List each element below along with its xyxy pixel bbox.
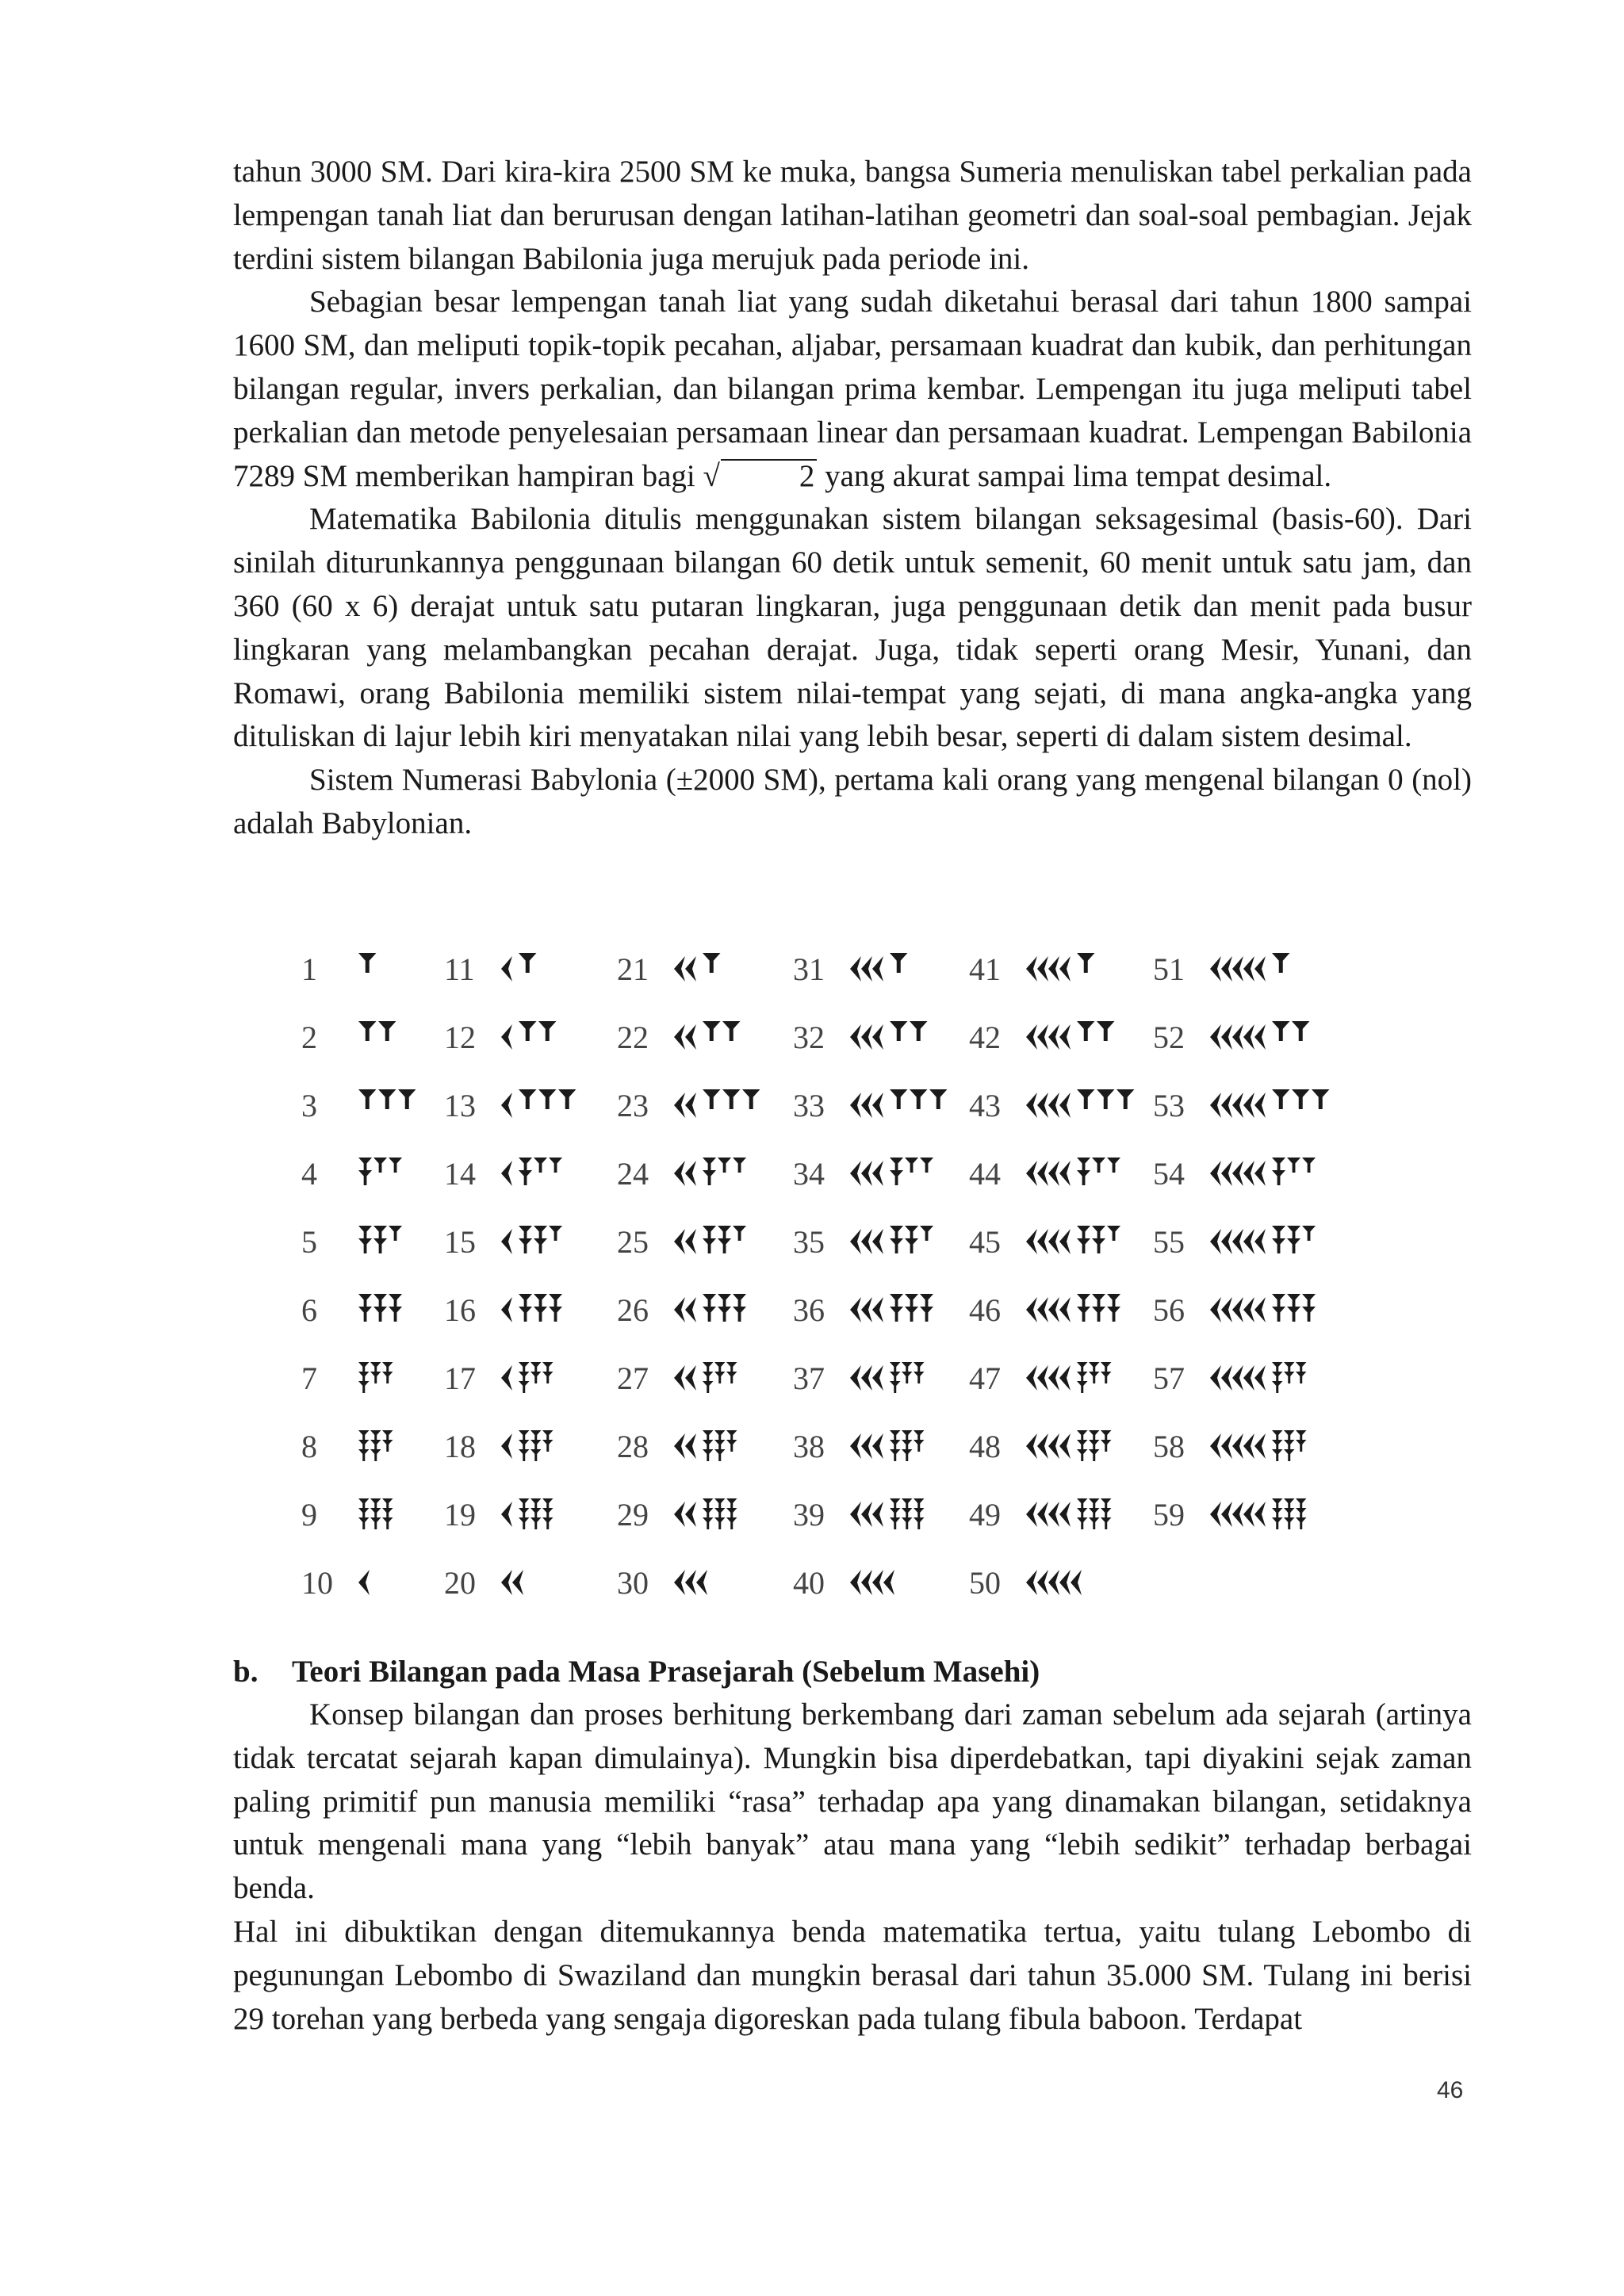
numeral-value: 39 bbox=[793, 1496, 825, 1533]
numeral-cell bbox=[444, 1354, 561, 1402]
cuneiform-glyph-icon bbox=[1207, 1085, 1338, 1126]
numeral-cell bbox=[793, 1286, 941, 1334]
sqrt-symbol: √ bbox=[703, 458, 720, 493]
cuneiform-glyph-icon bbox=[847, 1085, 956, 1126]
numeral-value: 57 bbox=[1153, 1360, 1185, 1396]
numeral-cell bbox=[969, 945, 1143, 993]
page-number: 46 bbox=[1437, 2077, 1464, 2103]
numeral-cell bbox=[444, 1013, 584, 1061]
cuneiform-glyph-icon bbox=[355, 1016, 424, 1058]
numeral-cell bbox=[301, 1422, 400, 1470]
numeral-cell bbox=[617, 1354, 745, 1402]
numeral-value: 20 bbox=[444, 1564, 476, 1601]
numeral-cell bbox=[1153, 1286, 1323, 1334]
cuneiform-glyph-icon bbox=[1023, 1153, 1128, 1194]
numeral-cell bbox=[793, 1013, 956, 1061]
numeral-cell bbox=[1153, 1422, 1314, 1470]
cuneiform-glyph-icon bbox=[671, 1425, 745, 1467]
numeral-cell bbox=[793, 1150, 941, 1197]
numeral-value: 18 bbox=[444, 1428, 476, 1464]
numeral-cell bbox=[969, 1081, 1143, 1129]
numeral-cell bbox=[301, 1218, 410, 1265]
cuneiform-glyph-icon bbox=[847, 1562, 904, 1603]
numeral-value: 53 bbox=[1153, 1087, 1185, 1123]
numeral-value: 9 bbox=[301, 1496, 317, 1533]
numeral-cell bbox=[444, 1218, 570, 1265]
numeral-cell bbox=[301, 1354, 400, 1402]
numeral-cell bbox=[969, 1422, 1119, 1470]
numeral-value: 8 bbox=[301, 1428, 317, 1464]
numeral-cell bbox=[301, 1150, 410, 1197]
numeral-cell bbox=[444, 1081, 584, 1129]
cuneiform-glyph-icon bbox=[1207, 1425, 1314, 1467]
cuneiform-glyph-icon bbox=[847, 1016, 956, 1058]
numeral-cell bbox=[1153, 1354, 1314, 1402]
numeral-cell bbox=[1153, 1150, 1323, 1197]
cuneiform-glyph-icon bbox=[671, 1289, 754, 1330]
numeral-cell bbox=[301, 1013, 424, 1061]
paragraph-clay-tablets bbox=[233, 281, 1472, 498]
numeral-cell bbox=[793, 945, 956, 993]
cuneiform-glyph-icon bbox=[355, 1085, 424, 1126]
numeral-value: 30 bbox=[617, 1564, 649, 1601]
cuneiform-glyph-icon bbox=[498, 1085, 584, 1126]
numeral-cell bbox=[617, 1559, 717, 1606]
cuneiform-glyph-icon bbox=[1207, 1153, 1323, 1194]
numeral-value: 24 bbox=[617, 1155, 649, 1192]
cuneiform-glyph-icon bbox=[355, 1425, 400, 1467]
numeral-value: 31 bbox=[793, 951, 825, 987]
numeral-value: 2 bbox=[301, 1019, 317, 1055]
numeral-cell bbox=[444, 1559, 533, 1606]
numeral-cell bbox=[969, 1559, 1091, 1606]
numeral-value: 34 bbox=[793, 1155, 825, 1192]
numeral-value: 22 bbox=[617, 1019, 649, 1055]
cuneiform-glyph-icon bbox=[498, 1153, 570, 1194]
numeral-value: 4 bbox=[301, 1155, 317, 1192]
numeral-cell bbox=[793, 1422, 932, 1470]
cuneiform-glyph-icon bbox=[671, 1016, 768, 1058]
paragraph-sexagesimal: Matematika Babilonia ditulis menggunakan sistem bilangan seksagesimal (basis-60). Dari sinilah diturunkannya penggunaan bilangan 60 detik untuk semenit, 60 menit untuk satu jam, dan 360 (60 x 6) derajat untuk satu putaran lingkaran, juga penggunaan detik dan menit pada busur lingkaran yang melambangkan pecahan derajat. Juga, tidak seperti orang Mesir, Yunani, dan Romawi, orang Babilonia memiliki sistem nilai-tempat yang sejati, di mana angka-angka yang dituliskan di lajur lebih kiri menyatakan nilai yang lebih besar, seperti di dalam sistem desimal. bbox=[233, 502, 1472, 754]
numeral-cell bbox=[793, 1559, 904, 1606]
numeral-cell bbox=[969, 1490, 1119, 1538]
cuneiform-glyph-icon bbox=[498, 948, 584, 989]
cuneiform-glyph-icon bbox=[847, 1425, 932, 1467]
cuneiform-glyph-icon bbox=[355, 1221, 410, 1262]
numeral-value: 56 bbox=[1153, 1292, 1185, 1328]
numeral-value: 28 bbox=[617, 1428, 649, 1464]
cuneiform-glyph-icon bbox=[1023, 1357, 1119, 1399]
numeral-cell bbox=[1153, 1218, 1323, 1265]
numeral-value: 5 bbox=[301, 1223, 317, 1260]
numeral-value: 38 bbox=[793, 1428, 825, 1464]
numeral-value: 51 bbox=[1153, 951, 1185, 987]
cuneiform-glyph-icon bbox=[498, 1425, 561, 1467]
cuneiform-glyph-icon bbox=[671, 1221, 754, 1262]
section-label: b. bbox=[233, 1655, 259, 1689]
clay-tablets-text-end: yang akurat sampai lima tempat desimal. bbox=[825, 458, 1332, 493]
numeral-value: 45 bbox=[969, 1223, 1001, 1260]
cuneiform-glyph-icon bbox=[1207, 1289, 1323, 1330]
cuneiform-glyph-icon bbox=[1023, 1494, 1119, 1535]
numeral-cell bbox=[301, 945, 424, 993]
numeral-value: 52 bbox=[1153, 1019, 1185, 1055]
numeral-value: 6 bbox=[301, 1292, 317, 1328]
paragraph-lebombo-bone: Hal ini dibuktikan dengan ditemukannya benda matematika tertua, yaitu tulang Lebombo di pegunungan Lebombo di Swaziland dan mungkin berasal dari tahun 35.000 SM. Tulang ini berisi 29 torehan yang berbeda yang sengaja digoreskan pada tulang fibula baboon. Terdapat bbox=[233, 1914, 1472, 2036]
numeral-cell bbox=[617, 1150, 754, 1197]
cuneiform-glyph-icon bbox=[498, 1494, 561, 1535]
numeral-value: 25 bbox=[617, 1223, 649, 1260]
numeral-cell bbox=[617, 1013, 768, 1061]
numeral-value: 29 bbox=[617, 1496, 649, 1533]
numeral-value: 11 bbox=[444, 951, 475, 987]
numeral-cell bbox=[444, 1286, 570, 1334]
numeral-value: 55 bbox=[1153, 1223, 1185, 1260]
numeral-value: 17 bbox=[444, 1360, 476, 1396]
numeral-value: 21 bbox=[617, 951, 649, 987]
cuneiform-glyph-icon bbox=[1023, 1221, 1128, 1262]
cuneiform-glyph-icon bbox=[1023, 1425, 1119, 1467]
cuneiform-glyph-icon bbox=[1207, 948, 1338, 989]
numeral-cell bbox=[969, 1354, 1119, 1402]
numeral-cell bbox=[301, 1490, 400, 1538]
numeral-cell bbox=[301, 1559, 379, 1606]
numeral-cell bbox=[793, 1354, 932, 1402]
cuneiform-glyph-icon bbox=[355, 1494, 400, 1535]
cuneiform-glyph-icon bbox=[1207, 1494, 1314, 1535]
cuneiform-glyph-icon bbox=[1207, 1221, 1323, 1262]
cuneiform-glyph-icon bbox=[671, 1562, 717, 1603]
numeral-value: 44 bbox=[969, 1155, 1001, 1192]
top-text-block bbox=[233, 151, 1472, 846]
cuneiform-glyph-icon bbox=[498, 1562, 533, 1603]
cuneiform-glyph-icon bbox=[498, 1357, 561, 1399]
cuneiform-glyph-icon bbox=[847, 1153, 941, 1194]
numeral-value: 7 bbox=[301, 1360, 317, 1396]
numeral-cell bbox=[617, 1286, 754, 1334]
numeral-value: 16 bbox=[444, 1292, 476, 1328]
cuneiform-glyph-icon bbox=[355, 948, 424, 989]
babylonian-numerals-figure bbox=[285, 945, 1348, 1603]
cuneiform-glyph-icon bbox=[847, 1289, 941, 1330]
numeral-value: 43 bbox=[969, 1087, 1001, 1123]
sqrt-two-expression bbox=[703, 459, 817, 493]
numeral-value: 58 bbox=[1153, 1428, 1185, 1464]
cuneiform-glyph-icon bbox=[1023, 1085, 1143, 1126]
numeral-value: 14 bbox=[444, 1155, 476, 1192]
numeral-cell bbox=[1153, 1013, 1338, 1061]
numeral-value: 42 bbox=[969, 1019, 1001, 1055]
numeral-value: 54 bbox=[1153, 1155, 1185, 1192]
numeral-cell bbox=[793, 1081, 956, 1129]
numeral-value: 15 bbox=[444, 1223, 476, 1260]
numeral-cell bbox=[301, 1081, 424, 1129]
section-heading bbox=[233, 1651, 1040, 1693]
numeral-value: 46 bbox=[969, 1292, 1001, 1328]
numeral-cell bbox=[1153, 1081, 1338, 1129]
paragraph-sumeria: tahun 3000 SM. Dari kira-kira 2500 SM ke muka, bangsa Sumeria menuliskan tabel perkalian pada lempengan tanah liat dan berurusan dengan latihan-latihan geometri dan soal-soal pembagian. Jejak terdini sistem bilangan Babilonia juga merujuk pada periode ini. bbox=[233, 155, 1472, 276]
cuneiform-glyph-icon bbox=[1207, 1357, 1314, 1399]
cuneiform-glyph-icon bbox=[1207, 1016, 1338, 1058]
numeral-cell bbox=[617, 1490, 745, 1538]
paragraph-numeration-system: Sistem Numerasi Babylonia (±2000 SM), pertama kali orang yang mengenal bilangan 0 (nol) adalah Babylonian. bbox=[233, 763, 1472, 840]
numeral-value: 36 bbox=[793, 1292, 825, 1328]
numeral-cell bbox=[1153, 1490, 1314, 1538]
cuneiform-glyph-icon bbox=[498, 1289, 570, 1330]
numeral-value: 12 bbox=[444, 1019, 476, 1055]
numeral-cell bbox=[793, 1490, 932, 1538]
cuneiform-glyph-icon bbox=[355, 1289, 410, 1330]
cuneiform-glyph-icon bbox=[498, 1016, 584, 1058]
section-b-text-block bbox=[233, 1693, 1472, 2041]
numeral-value: 47 bbox=[969, 1360, 1001, 1396]
numeral-value: 19 bbox=[444, 1496, 476, 1533]
numeral-cell bbox=[444, 1422, 561, 1470]
numeral-cell bbox=[301, 1286, 410, 1334]
cuneiform-glyph-icon bbox=[671, 1494, 745, 1535]
numeral-value: 49 bbox=[969, 1496, 1001, 1533]
cuneiform-glyph-icon bbox=[1023, 1562, 1091, 1603]
numeral-cell bbox=[617, 1218, 754, 1265]
numeral-value: 13 bbox=[444, 1087, 476, 1123]
numeral-value: 27 bbox=[617, 1360, 649, 1396]
cuneiform-glyph-icon bbox=[671, 1153, 754, 1194]
cuneiform-glyph-icon bbox=[498, 1221, 570, 1262]
numeral-cell bbox=[444, 1150, 570, 1197]
cuneiform-glyph-icon bbox=[355, 1153, 410, 1194]
numeral-cell bbox=[617, 1422, 745, 1470]
numeral-value: 40 bbox=[793, 1564, 825, 1601]
numeral-value: 37 bbox=[793, 1360, 825, 1396]
cuneiform-glyph-icon bbox=[671, 1085, 768, 1126]
numeral-cell bbox=[1153, 945, 1338, 993]
numeral-cell bbox=[793, 1218, 941, 1265]
numeral-cell bbox=[444, 1490, 561, 1538]
cuneiform-glyph-icon bbox=[1023, 1016, 1143, 1058]
cuneiform-glyph-icon bbox=[847, 1494, 932, 1535]
cuneiform-glyph-icon bbox=[671, 1357, 745, 1399]
numeral-cell bbox=[969, 1286, 1128, 1334]
numeral-value: 41 bbox=[969, 951, 1001, 987]
numeral-value: 35 bbox=[793, 1223, 825, 1260]
numeral-cell bbox=[969, 1013, 1143, 1061]
sqrt-radicand: 2 bbox=[721, 459, 818, 493]
paragraph-number-concept: Konsep bilangan dan proses berhitung berkembang dari zaman sebelum ada sejarah (artinya tidak tercatat sejarah kapan dimulainya). Mungkin bisa diperdebatkan, tapi diyakini sejak zaman paling primitif pun manusia memiliki “rasa” terhadap apa yang dinamakan bilangan, setidaknya untuk mengenali mana yang “lebih banyak” atau mana yang “lebih sedikit” terhadap berbagai benda. bbox=[233, 1697, 1472, 1906]
numeral-value: 50 bbox=[969, 1564, 1001, 1601]
cuneiform-glyph-icon bbox=[847, 1357, 932, 1399]
cuneiform-glyph-icon bbox=[1023, 948, 1143, 989]
numeral-value: 3 bbox=[301, 1087, 317, 1123]
numeral-value: 32 bbox=[793, 1019, 825, 1055]
numeral-cell bbox=[617, 945, 768, 993]
numeral-value: 33 bbox=[793, 1087, 825, 1123]
cuneiform-glyph-icon bbox=[355, 1357, 400, 1399]
numeral-value: 10 bbox=[301, 1564, 333, 1601]
numeral-value: 23 bbox=[617, 1087, 649, 1123]
cuneiform-glyph-icon bbox=[847, 948, 956, 989]
numeral-cell bbox=[444, 945, 584, 993]
cuneiform-glyph-icon bbox=[355, 1562, 379, 1603]
numeral-value: 59 bbox=[1153, 1496, 1185, 1533]
cuneiform-glyph-icon bbox=[1023, 1289, 1128, 1330]
numeral-cell bbox=[617, 1081, 768, 1129]
numeral-cell bbox=[969, 1218, 1128, 1265]
cuneiform-glyph-icon bbox=[847, 1221, 941, 1262]
clay-tablets-text: Sebagian besar lempengan tanah liat yang sudah diketahui berasal dari tahun 1800 sampai 1600 SM, dan meliputi topik-topik pecahan, aljabar, persamaan kuadrat dan kubik, dan perhitungan bilangan regular, invers perkalian, dan bilangan prima kembar. Lempengan itu juga meliputi tabel perkalian dan metode penyelesaian persamaan linear dan persamaan kuadrat. Lempengan Babilonia 7289 SM memberikan hampiran bagi bbox=[233, 285, 1472, 493]
numeral-cell bbox=[969, 1150, 1128, 1197]
section-title: Teori Bilangan pada Masa Prasejarah (Sebelum Masehi) bbox=[292, 1655, 1040, 1689]
numeral-value: 1 bbox=[301, 951, 317, 987]
numeral-value: 26 bbox=[617, 1292, 649, 1328]
numeral-value: 48 bbox=[969, 1428, 1001, 1464]
cuneiform-glyph-icon bbox=[671, 948, 768, 989]
